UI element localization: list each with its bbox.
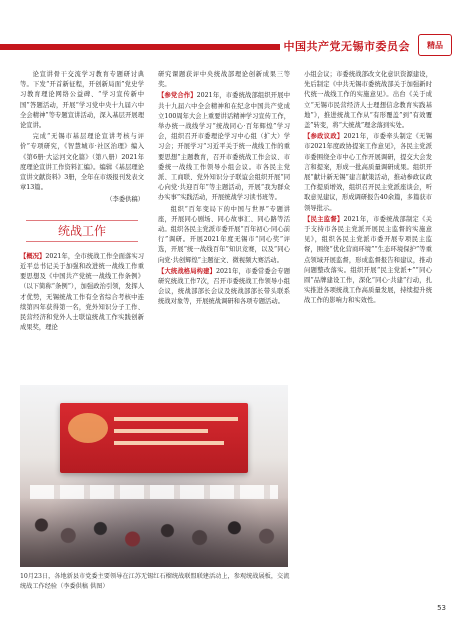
author-credit: （李委供稿） — [106, 196, 144, 204]
column-3 — [304, 70, 432, 308]
photo-crowd — [20, 497, 288, 567]
photo-stage-banner-line — [114, 417, 238, 421]
paragraph-label: 【概况】 — [20, 252, 46, 260]
event-photo — [20, 385, 288, 567]
photo-stage-emblem — [68, 413, 108, 443]
paragraph: 研究课题获评中央统战部理论创新成果三等奖。 — [158, 71, 290, 89]
paragraph-label: 【大统战格局构建】 — [158, 267, 216, 275]
publication-logo: 精品 — [418, 34, 452, 56]
photo-stage-banner-line — [114, 441, 224, 445]
paragraph — [304, 215, 432, 307]
paragraph: 论宣讲骨干交流学习教育专题研讨典等。下发“开首新征程，开创新局面”党史学习教育理论网络公益碑、“学习宣传新中国”答题活动，开展“学习党中央十九届六中全会精神”等专题宣讲活动，深入基层开展理论宣讲。 — [20, 71, 144, 130]
photo-caption: 10月23日，各地新县市党委主要领导在江苏无锡红石榴统战联盟联建活动上，参观统战展板，交流统战工作经验（李委供稿 供图） — [20, 573, 290, 590]
paragraph: 组织“百年变局下的中国与世界”专题讲座，开展同心剧场、同心故事汇、同心路等活动。组织各民主党派市委开展“百年初心·同心前行”调研。开展2021年度无锡市“同心奖”评选，开展“统一战线百年”知识竞赛，以及“同心向党·共创辉煌”主题征文、微视频大赛活动。 — [158, 205, 290, 264]
paragraph-label: 【民主监督】 — [304, 215, 344, 223]
paragraph-label: 【参党合作】 — [158, 92, 197, 100]
paragraph — [158, 267, 290, 308]
column-1 — [20, 70, 144, 334]
paragraph — [304, 132, 432, 214]
paragraph-label: 【参政议政】 — [304, 133, 344, 141]
paragraph-text: 2021年，市委统战部制定《关于支持市各民主党派开展民主监督的实施意见》，组织各民主党派市委开展专项民主监督，围绕“优化营商环境”“生态环境保护”等重点领域开展监督，形成监督报告和建议，推动问题整改落实。组织开展“民主党派+”“同心圆”品牌建设工作，深化“同心·共建”行动，扎实推进各项统战工作高质量发展，持续提升统战工作的影响力和实效性。 — [304, 215, 433, 305]
paragraph — [158, 91, 290, 203]
page-header-title: 中国共产党无锡市委员会 — [280, 38, 415, 54]
paragraph — [20, 252, 144, 334]
paragraph-text: 2021年，全市统战工作全面落实习近平总书记关于加强和改进统一战线工作重要思想及《中国共产党统一战线工作条例》（以下简称“条例”），加强政治引领，发挥人才优势，无锡统战工作有全省综合考核中连续第四年获得第一名，党外知识分子工作、民营经济和党外人士联谊统战工作实践创新成果奖，理论 — [20, 252, 144, 332]
page-number: 53 — [437, 604, 446, 612]
section-title: 统战工作 — [20, 220, 144, 242]
column-2 — [158, 70, 290, 309]
photo-stage-backdrop — [60, 403, 248, 473]
paragraph-text: 2021年，市委统战部组织开展中共十九届六中全会精神和在纪念中国共产党成立100周年大会上重要讲话精神学习宣传工作，举办统一战线学习“统战同心·百年辉煌”学习会，组织召开市委理论学习中心组（扩大）学习会；开展学习“习近平关于统一战线工作的重要思想”主题教育，召开市委统战工作会议、市委统一战线工作领导小组会议。市各民主党派、工商联、党外知识分子联谊会组织开展“同心向党·共迎百年”等主题活动，开展“我为群众办实事”实践活动，开展统战学习读书班等。 — [158, 92, 290, 202]
photo-stage-banner-line — [114, 429, 208, 433]
paragraph-text: 2021年，市委常委会专题研究统战工作7次，召开市委统战工作领导小组会议，统战部部长会议及统战部部长带头联系统战对象等，开展统战调研和各项专题活动。 — [158, 267, 290, 306]
paragraph: 小组会议；市委统战部改文化意识资源建设，先后制定《中共无锡市委统战部关于加强新时代统一战线工作的实施意见》。出台《关于成立“无锡市民营经济人士理想信念教育实践基地”》，推进统战工作从“有形覆盖”到“有效覆盖”转变，将“大统战”理念落到实处。 — [304, 71, 432, 130]
paragraph: 完成“无锡市基层理论宣讲考核与评价”专项研究，《智慧城市·社区治理》编入《第6册·大运河文化篇》（第八册）2021年度理论宣讲工作资料汇编》。编辑《基层理论宣讲文献资料》3册，全年在市级报刊发表文章13篇。 — [20, 133, 144, 192]
paragraph-text: 2021年，市委牵头制定《无锡市2021年度政协提案工作意见》，各民主党派市委围绕全市中心工作开展调研，提交大会发言和提案，形成一批高质量调研成果。组织开展“献计新无锡”建言献策活动，推动参政议政工作提质增效，组织召开民主党派座谈会，听取意见建议，形成调研报告40余篇，多篇获市领导批示。 — [304, 133, 433, 212]
